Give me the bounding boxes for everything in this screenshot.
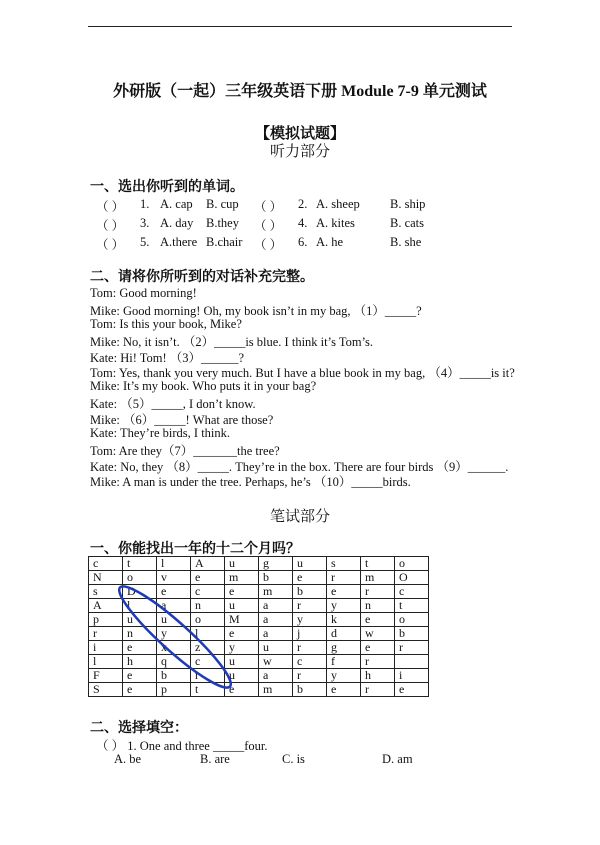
option-b[interactable]: B. are	[200, 752, 230, 766]
grid-cell[interactable]: t	[395, 599, 429, 613]
grid-row	[89, 571, 429, 585]
grid-cell[interactable]: e	[327, 585, 361, 599]
section3-heading: 一、你能找出一年的十二个月吗？	[90, 542, 300, 557]
grid-cell[interactable]: b	[293, 683, 327, 697]
grid-cell[interactable]: o	[123, 571, 157, 585]
grid-row	[89, 557, 429, 571]
dialogue-line: Mike: No, it isn’t. （2）_____is blue. I think it’s Tom’s.	[90, 335, 374, 349]
grid-cell[interactable]: w	[361, 627, 395, 641]
grid-cell[interactable]: v	[157, 571, 191, 585]
dialogue-line: Kate: Hi! Tom! （3）______?	[90, 351, 245, 365]
grid-row	[89, 641, 429, 655]
option-a: A. he	[316, 235, 344, 249]
option-a: A. kites	[316, 216, 355, 230]
grid-cell[interactable]: N	[89, 571, 123, 585]
grid-row	[89, 585, 429, 599]
grid-cell[interactable]: e	[157, 585, 191, 599]
grid-cell[interactable]: c	[89, 557, 123, 571]
grid-cell[interactable]: o	[191, 613, 225, 627]
grid-cell[interactable]: s	[89, 585, 123, 599]
grid-row	[89, 627, 429, 641]
grid-cell[interactable]: d	[327, 627, 361, 641]
grid-cell[interactable]: p	[157, 683, 191, 697]
grid-cell[interactable]: n	[123, 627, 157, 641]
subtitle: 【模拟试题】	[254, 126, 345, 142]
grid-cell[interactable]: u	[157, 613, 191, 627]
grid-row	[89, 683, 429, 697]
grid-cell[interactable]: f	[327, 655, 361, 669]
dialogue-line: Mike: It’s my book. Who puts it in your bag?	[90, 379, 317, 393]
grid-cell[interactable]: b	[395, 627, 429, 641]
grid-cell[interactable]: c	[293, 655, 327, 669]
grid-cell[interactable]: k	[327, 613, 361, 627]
question-number: 4.	[298, 216, 308, 230]
grid-cell[interactable]: M	[225, 613, 259, 627]
grid-cell[interactable]: x	[157, 641, 191, 655]
grid-cell[interactable]: u	[225, 599, 259, 613]
grid-cell[interactable]: o	[395, 557, 429, 571]
grid-cell[interactable]: i	[395, 669, 429, 683]
dialogue-line: Kate: They’re birds, I think.	[90, 426, 231, 440]
grid-cell[interactable]: a	[259, 669, 293, 683]
grid-cell[interactable]: a	[157, 599, 191, 613]
grid-cell[interactable]: a	[259, 599, 293, 613]
grid-cell[interactable]: t	[361, 557, 395, 571]
grid-cell[interactable]: O	[395, 571, 429, 585]
grid-cell[interactable]: r	[327, 571, 361, 585]
grid-cell[interactable]: l	[191, 627, 225, 641]
grid-cell[interactable]: u	[123, 613, 157, 627]
top-rule	[88, 26, 512, 27]
option-a[interactable]: A. be	[114, 752, 142, 766]
grid-cell[interactable]: u	[225, 669, 259, 683]
choice-options	[90, 752, 530, 768]
grid-cell[interactable]: e	[123, 669, 157, 683]
section2-heading: 二、请将你所听到的对话补充完整。	[90, 270, 314, 285]
dialogue-line: Kate: No, they （8）_____. They’re in the box. There are four birds （9）______.	[90, 460, 509, 474]
grid-cell[interactable]: r	[293, 669, 327, 683]
dialogue-line: Tom: Are they（7）_______the tree?	[90, 444, 280, 458]
grid-cell[interactable]: l	[89, 655, 123, 669]
grid-cell[interactable]: w	[259, 655, 293, 669]
option-b: B. cats	[390, 216, 425, 230]
listening-heading: 听力部分	[269, 144, 330, 160]
grid-cell[interactable]: l	[123, 599, 157, 613]
question-row	[96, 197, 516, 213]
dialogue-line: Tom: Good morning!	[90, 286, 197, 300]
question-row	[96, 235, 516, 251]
grid-row	[89, 613, 429, 627]
grid-row	[89, 669, 429, 683]
section1-heading: 一、选出你听到的单词。	[90, 180, 244, 195]
grid-cell[interactable]: t	[123, 557, 157, 571]
answer-paren[interactable]: （ ）	[254, 238, 283, 252]
grid-cell[interactable]: h	[123, 655, 157, 669]
grid-cell[interactable]: e	[225, 585, 259, 599]
grid-cell[interactable]: u	[259, 641, 293, 655]
grid-cell[interactable]: g	[259, 557, 293, 571]
grid-cell[interactable]: g	[327, 641, 361, 655]
grid-cell[interactable]: c	[395, 585, 429, 599]
option-b: B. cup	[206, 197, 239, 211]
grid-cell[interactable]: m	[259, 585, 293, 599]
grid-cell[interactable]: q	[157, 655, 191, 669]
grid-cell[interactable]: r	[361, 683, 395, 697]
dialogue-line: Mike: A man is under the tree. Perhaps, he’s （10）_____birds.	[90, 475, 411, 489]
grid-cell[interactable]: r	[395, 641, 429, 655]
grid-cell[interactable]: b	[259, 571, 293, 585]
grid-cell[interactable]: m	[259, 683, 293, 697]
grid-cell[interactable]: y	[293, 613, 327, 627]
grid-cell[interactable]: n	[361, 599, 395, 613]
grid-cell[interactable]: u	[293, 557, 327, 571]
grid-cell[interactable]: r	[293, 599, 327, 613]
grid-cell[interactable]: l	[157, 557, 191, 571]
grid-cell[interactable]: u	[225, 655, 259, 669]
word-search-grid	[88, 556, 429, 697]
question-number: 6.	[298, 235, 308, 249]
option-a: A. sheep	[316, 197, 360, 211]
dialogue-line: Kate: （5）_____, I don’t know.	[90, 397, 256, 411]
grid-cell[interactable]: S	[89, 683, 123, 697]
grid-cell[interactable]: z	[191, 641, 225, 655]
option-b: B. ship	[390, 197, 426, 211]
grid-row	[89, 655, 429, 669]
grid-cell[interactable]: i	[89, 641, 123, 655]
grid-cell[interactable]: A	[89, 599, 123, 613]
section4-heading: 二、选择填空：	[90, 721, 188, 736]
grid-cell[interactable]: e	[225, 627, 259, 641]
grid-cell[interactable]	[395, 655, 429, 669]
option-a: A. day	[160, 216, 194, 230]
question-number: 5.	[140, 235, 150, 249]
grid-cell[interactable]: e	[361, 641, 395, 655]
grid-cell[interactable]: A	[191, 557, 225, 571]
grid-cell[interactable]: D	[123, 585, 157, 599]
option-d[interactable]: D. am	[382, 752, 413, 766]
question-number: 2.	[298, 197, 308, 211]
grid-cell[interactable]: e	[123, 683, 157, 697]
answer-paren[interactable]: （ ）	[96, 219, 125, 233]
grid-cell[interactable]: a	[259, 627, 293, 641]
grid-cell[interactable]: u	[225, 557, 259, 571]
grid-cell[interactable]: y	[327, 599, 361, 613]
grid-row	[89, 599, 429, 613]
grid-cell[interactable]: e	[395, 683, 429, 697]
grid-cell[interactable]: s	[327, 557, 361, 571]
question-number: 3.	[140, 216, 150, 230]
grid-cell[interactable]: e	[361, 613, 395, 627]
grid-cell[interactable]: c	[191, 655, 225, 669]
grid-cell[interactable]: t	[191, 683, 225, 697]
grid-cell[interactable]: e	[293, 571, 327, 585]
grid-cell[interactable]: b	[293, 585, 327, 599]
grid-cell[interactable]: e	[191, 571, 225, 585]
option-b: B.they	[206, 216, 239, 230]
writing-heading: 笔试部分	[269, 509, 330, 525]
grid-cell[interactable]: r	[191, 669, 225, 683]
dialogue-line: Tom: Yes, thank you very much. But I have a blue book in my bag, （4）_____is it?	[90, 366, 515, 380]
grid-cell[interactable]: y	[157, 627, 191, 641]
grid-cell[interactable]: o	[395, 613, 429, 627]
grid-cell[interactable]: c	[191, 585, 225, 599]
grid-cell[interactable]: e	[225, 683, 259, 697]
answer-paren[interactable]: （ ）	[254, 200, 283, 214]
grid-cell[interactable]: F	[89, 669, 123, 683]
option-b: B. she	[390, 235, 422, 249]
choice-question: （ ） 1. One and three _____four.	[96, 739, 268, 753]
grid-cell[interactable]: e	[327, 683, 361, 697]
question-number: 1.	[140, 197, 150, 211]
grid-cell[interactable]: h	[361, 669, 395, 683]
grid-cell[interactable]: e	[123, 641, 157, 655]
grid-cell[interactable]: n	[191, 599, 225, 613]
answer-paren[interactable]: （ ）	[96, 200, 125, 214]
answer-paren[interactable]: （ ）	[254, 219, 283, 233]
page-title: 外研版（一起）三年级英语下册 Module 7-9 单元测试	[113, 83, 487, 100]
answer-paren[interactable]: （ ）	[96, 238, 125, 252]
option-a: A. cap	[160, 197, 193, 211]
grid-cell[interactable]: r	[89, 627, 123, 641]
grid-cell[interactable]: m	[361, 571, 395, 585]
grid-cell[interactable]: a	[259, 613, 293, 627]
grid-cell[interactable]: r	[361, 585, 395, 599]
option-b: B.chair	[206, 235, 243, 249]
grid-cell[interactable]: r	[293, 641, 327, 655]
grid-cell[interactable]: b	[157, 669, 191, 683]
grid-cell[interactable]: p	[89, 613, 123, 627]
grid-cell[interactable]: m	[225, 571, 259, 585]
option-a: A.there	[160, 235, 198, 249]
grid-cell[interactable]: y	[225, 641, 259, 655]
dialogue-line: Tom: Is this your book, Mike?	[90, 317, 242, 331]
grid-cell[interactable]: y	[327, 669, 361, 683]
grid-cell[interactable]: r	[361, 655, 395, 669]
dialogue-line: Mike: Good morning! Oh, my book isn’t in my bag, （1）_____?	[90, 304, 422, 318]
option-c[interactable]: C. is	[282, 752, 305, 766]
grid-cell[interactable]: j	[293, 627, 327, 641]
question-row	[96, 216, 516, 232]
dialogue-line: Mike: （6）_____! What are those?	[90, 413, 274, 427]
